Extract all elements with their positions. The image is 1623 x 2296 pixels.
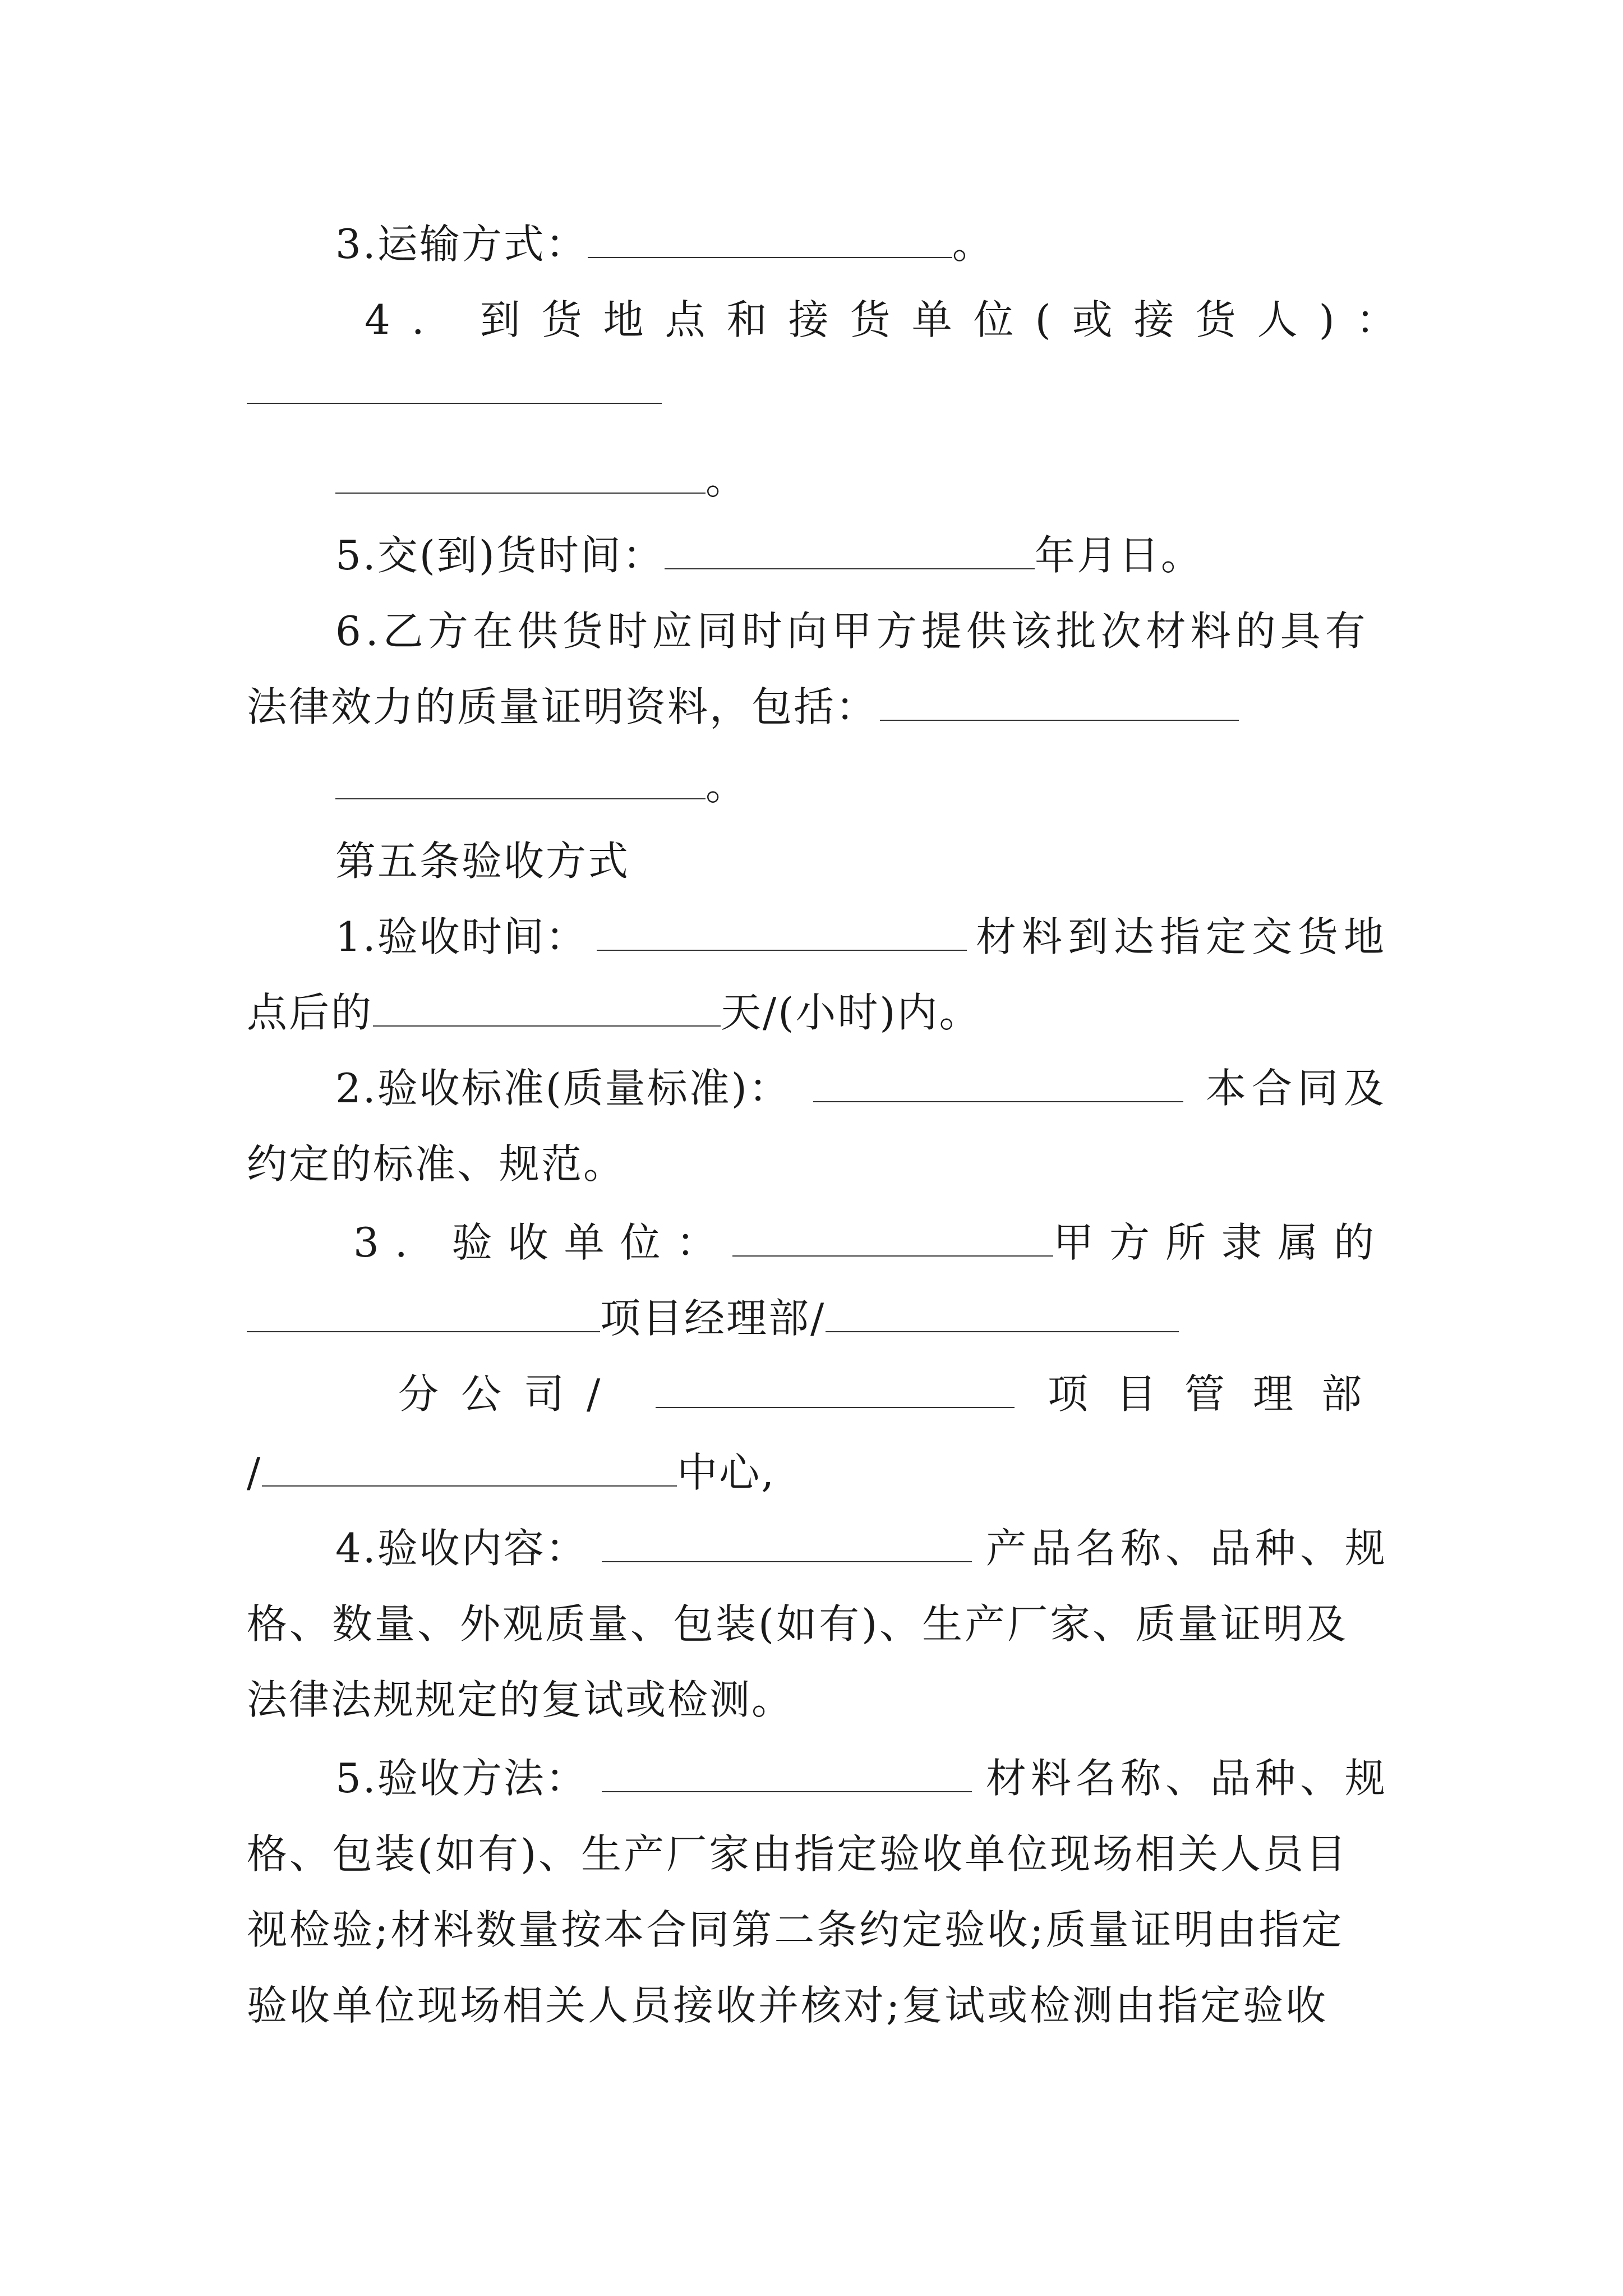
clause-5-line-a [335, 1747, 1390, 1809]
blank-field[interactable] [335, 763, 706, 799]
clause-5-line-d [247, 1975, 1391, 2036]
item-6-line-a [335, 600, 1390, 662]
section-5-title [335, 830, 1468, 892]
item-6-end: 。 [706, 762, 748, 809]
blank-field[interactable] [262, 1451, 677, 1487]
item-6-text-b: 法律效力的质量证明资料，包括： [247, 683, 878, 730]
item-6-end-line [335, 754, 1468, 816]
blank-field[interactable] [247, 1296, 600, 1332]
clause-5-line-c [247, 1899, 1391, 1961]
clause-3-d-head: / [247, 1449, 262, 1496]
item-3-label: 3.运输方式： [335, 220, 588, 268]
item-5-line [335, 524, 1468, 586]
blank-field[interactable] [373, 991, 721, 1027]
blank-field[interactable] [665, 533, 1035, 569]
clause-3-line-a [353, 1212, 1390, 1273]
item-4-line [365, 289, 1418, 351]
clause-1-line-b [247, 982, 1380, 1043]
blank-field[interactable] [880, 685, 1239, 721]
clause-2-line-b [247, 1133, 1380, 1195]
clause-1-b-tail: 天/(小时)内。 [721, 989, 981, 1036]
clause-3-c-head: 分公司/ [398, 1370, 623, 1418]
item-3-line [335, 213, 1468, 275]
clause-5-line-b [247, 1823, 1391, 1885]
item-4-end-line [335, 449, 1468, 510]
clause-1-line-a [335, 906, 1390, 968]
item-5-label: 5.交(到)货时间： [335, 532, 665, 579]
item-6-text-a: 6.乙方在供货时应同时向甲方提供该批次材料的具有 [335, 608, 1370, 655]
clause-3-tail: 甲方所隶属的 [1053, 1219, 1390, 1266]
blank-field[interactable] [602, 1756, 972, 1792]
clause-1-label: 1.验收时间： [335, 913, 588, 960]
clause-4-text-b: 格、数量、外观质量、包装(如有)、生产厂家、质量证明及 [247, 1600, 1349, 1648]
clause-3-label: 3. 验收单位： [353, 1219, 732, 1266]
clause-3-line-d [247, 1442, 1380, 1503]
clause-4-line-c [247, 1669, 1380, 1731]
blank-field[interactable] [732, 1221, 1053, 1257]
clause-4-tail: 产品名称、品种、规 [985, 1525, 1390, 1572]
clause-1-tail: 材料到达指定交货地 [975, 913, 1390, 960]
clause-5-text-c: 视检验;材料数量按本合同第二条约定验收;质量证明由指定 [247, 1906, 1344, 1953]
clause-3-line-b [247, 1287, 1380, 1349]
item-4-end: 。 [706, 456, 748, 503]
blank-field[interactable] [602, 1526, 972, 1562]
clause-5-label: 5.验收方法： [335, 1755, 588, 1802]
clause-4-line-a [335, 1517, 1390, 1579]
clause-4-line-b [247, 1593, 1391, 1655]
clause-2-line-a [335, 1057, 1390, 1119]
clause-3-b-mid: 项目经理部/ [600, 1295, 826, 1342]
clause-3-line-c [398, 1363, 1390, 1425]
clause-3-d-tail: 中心, [677, 1449, 776, 1496]
blank-field[interactable] [656, 1372, 1015, 1408]
blank-field[interactable] [588, 222, 952, 258]
blank-field[interactable] [597, 915, 967, 951]
item-6-line-b [247, 676, 1380, 738]
clause-2-tail: 本合同及 [1205, 1065, 1390, 1112]
item-3-end: 。 [952, 220, 994, 268]
clause-1-b-head: 点后的 [247, 989, 374, 1036]
section-title: 第五条验收方式 [335, 838, 630, 885]
blank-field[interactable] [247, 368, 662, 404]
clause-2-label: 2.验收标准(质量标准)： [335, 1065, 791, 1112]
item-4-blank-line [247, 359, 1380, 421]
clause-4-label: 4.验收内容： [335, 1525, 588, 1572]
clause-5-tail: 材料名称、品种、规 [985, 1755, 1390, 1802]
clause-5-text-b: 格、包装(如有)、生产厂家由指定验收单位现场相关人员目 [247, 1830, 1349, 1878]
clause-5-text-d: 验收单位现场相关人员接收并核对;复试或检测由指定验收 [247, 1982, 1329, 2029]
clause-4-text-c: 法律法规规定的复试或检测。 [247, 1676, 794, 1723]
item-5-end: 年月日。 [1034, 532, 1203, 579]
blank-field[interactable] [813, 1066, 1183, 1102]
blank-field[interactable] [335, 458, 706, 494]
blank-field[interactable] [826, 1296, 1179, 1332]
item-4-label: 4. 到货地点和接货单位(或接货人)： [365, 296, 1418, 343]
clause-2-text-b: 约定的标准、规范。 [247, 1140, 626, 1188]
clause-3-c-tail: 项目管理部 [1047, 1370, 1390, 1418]
